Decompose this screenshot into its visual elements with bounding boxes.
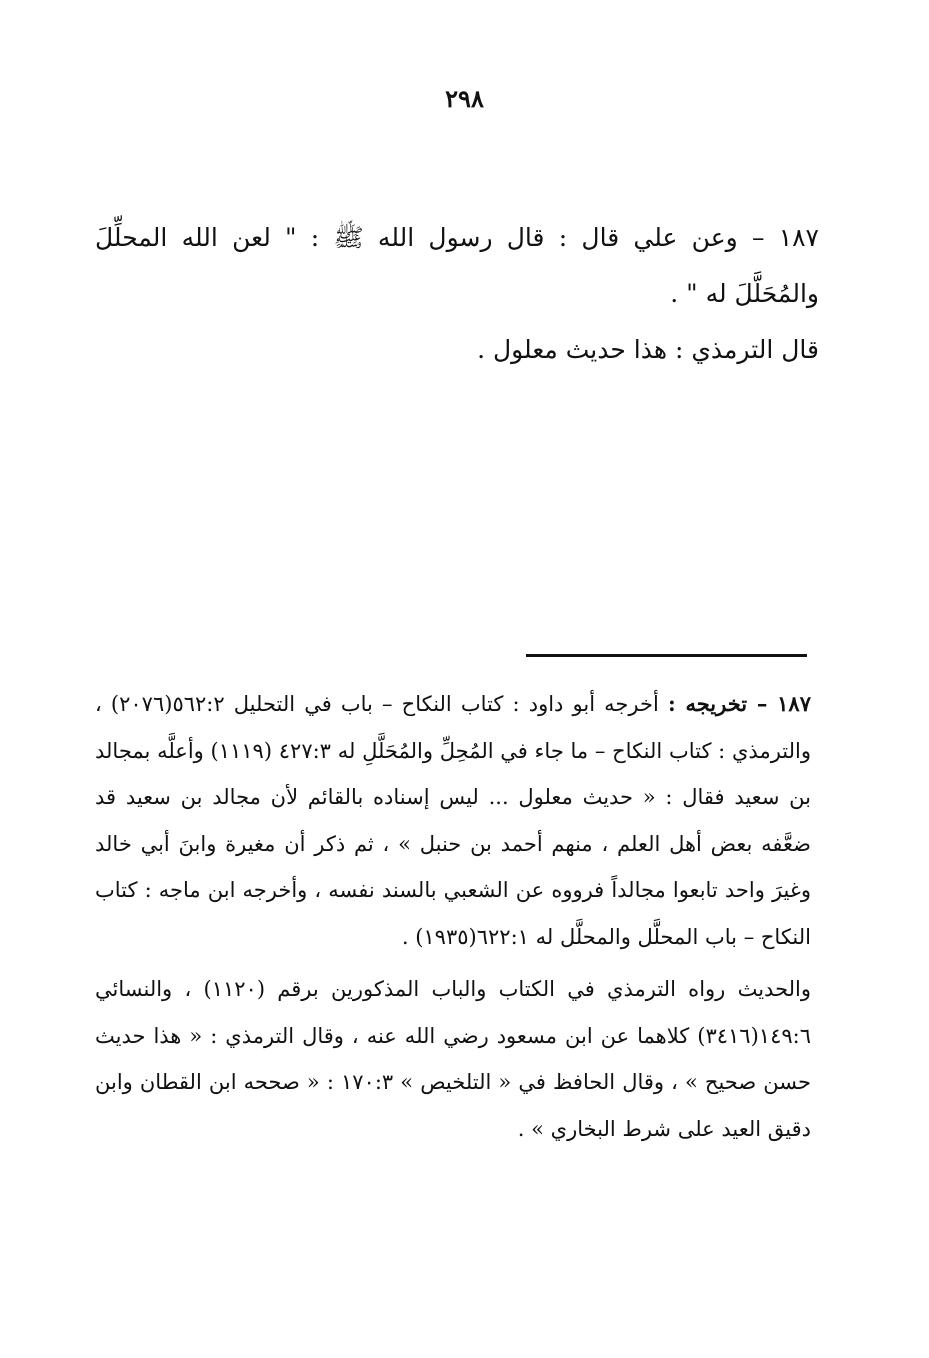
footnote-text-1: أخرجه أبو داود : كتاب النكاح – باب في التحليل ٥٦٢:٢(٢٠٧٦) ، والترمذي : كتاب النكاح – ما جاء في المُحِلِّ والمُحَلَّلِ له ٤٢٧:٣ (١١١٩) وأعلَّه بمجالد بن سعيد فقال : « حديث معلول ... ليس إسناده بالقائم لأن مجالد بن سعيد قد ضعَّفه بعض أهل العلم ، منهم أحمد بن حنبل » ، ثم ذكر أن مغيرة وابنَ أبي خالد وغيرَ واحد تابعوا مجالداً فرووه عن الشعبي بالسند نفسه ، وأخرجه ابن ماجه : كتاب النكاح – باب المحلَّل والمحلَّل له ٦٢٢:١(١٩٣٥) . bbox=[95, 692, 811, 949]
footnote-paragraph-1 bbox=[95, 681, 811, 960]
footnote-separator bbox=[526, 654, 807, 657]
footnote-paragraph-2: والحديث رواه الترمذي في الكتاب والباب المذكورين برقم (١١٢٠) ، والنسائي ١٤٩:٦(٣٤١٦) كلاهما عن ابن مسعود رضي الله عنه ، وقال الترمذي : « هذا حديث حسن صحيح » ، وقال الحافظ في « التلخيص » ١٧٠:٣ : « صححه ابن القطان وابن دقيق العيد على شرط البخاري » . bbox=[95, 977, 811, 1141]
hadith-judgment: قال الترمذي : هذا حديث معلول . bbox=[477, 335, 819, 364]
page-number: ٢٩٨ bbox=[445, 84, 484, 113]
footnotes bbox=[95, 681, 811, 1152]
footnote-label: ١٨٧ – تخريجه : bbox=[667, 691, 811, 716]
hadith-text: ١٨٧ – وعن علي قال : قال رسول الله ﷺ : " لعن الله المحلِّلَ والمُحَلَّلَ له " . bbox=[95, 223, 819, 308]
hadith-body bbox=[95, 210, 819, 378]
